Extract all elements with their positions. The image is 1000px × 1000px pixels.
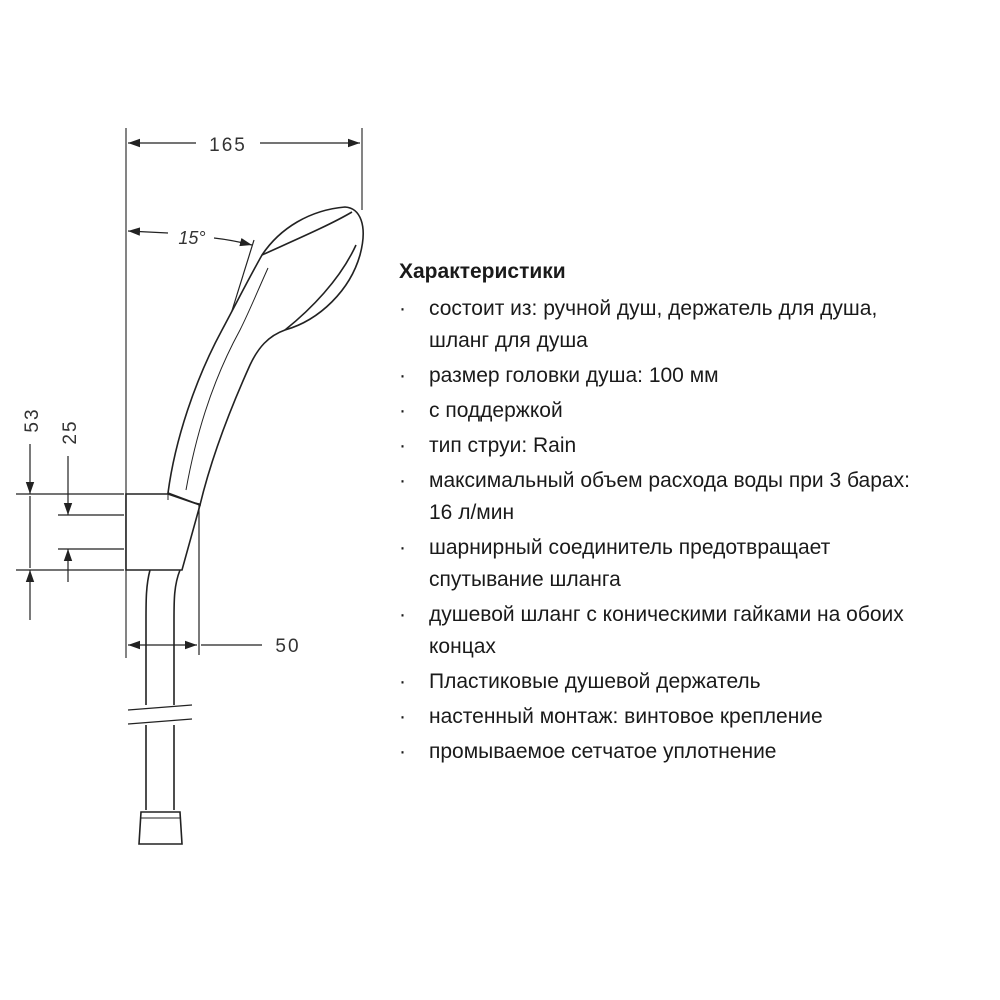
dimension-height-25-label: 25 (60, 419, 81, 445)
spec-item-text: максимальный объем расхода воды при 3 барах: (429, 469, 910, 492)
bullet-icon: · (399, 434, 406, 457)
bullet-icon: · (399, 603, 406, 626)
specifications-title: Характеристики (399, 260, 566, 283)
specifications-panel (399, 258, 994, 771)
bullet-icon: · (399, 399, 406, 422)
hand-shower (165, 207, 363, 505)
hose-break-marks (128, 705, 192, 724)
spec-item-text: шарнирный соединитель предотвращает (429, 536, 831, 559)
dimension-height-25 (58, 456, 124, 582)
dimension-height-53-label: 53 (22, 407, 43, 433)
spec-item (399, 666, 994, 698)
bullet-icon: · (399, 705, 406, 728)
bullet-icon: · (399, 536, 406, 559)
spec-item-text: с поддержкой (429, 399, 563, 422)
spec-item-text: концах (429, 635, 496, 658)
bullet-icon: · (399, 670, 406, 693)
spec-item (399, 736, 994, 768)
shower-handle (168, 207, 363, 505)
specifications-list (399, 293, 994, 768)
dimension-angle-label: 15° (178, 228, 206, 248)
bullet-icon: · (399, 740, 406, 763)
spec-item-text: шланг для душа (429, 329, 588, 352)
spec-item-text: 16 л/мин (429, 501, 515, 524)
bullet-icon: · (399, 469, 406, 492)
spec-item-text: душевой шланг с коническими гайками на обоих (429, 603, 904, 626)
spec-item-text: состоит из: ручной душ, держатель для душа, (429, 297, 878, 320)
spec-item-text: спутывание шланга (429, 568, 621, 591)
spec-item (399, 701, 994, 733)
spec-item (399, 360, 994, 392)
wall-holder (126, 494, 200, 570)
dimension-width-label: 165 (209, 135, 247, 156)
hose-nut (139, 812, 182, 844)
spec-item (399, 465, 994, 529)
spec-item (399, 395, 994, 427)
spec-item-text: Пластиковые душевой держатель (429, 670, 761, 693)
spec-item (399, 599, 994, 663)
spec-item-text: настенный монтаж: винтовое крепление (429, 705, 823, 728)
spec-item-text: размер головки душа: 100 мм (429, 364, 719, 387)
hose (146, 570, 180, 810)
wall-line (126, 128, 362, 658)
spec-item-text: тип струи: Rain (429, 434, 577, 457)
spec-item (399, 532, 994, 596)
bullet-icon: · (399, 297, 406, 320)
spec-item (399, 293, 994, 357)
spec-item-text: промываемое сетчатое уплотнение (429, 740, 777, 763)
bullet-icon: · (399, 364, 406, 387)
dimension-depth-50-label: 50 (275, 636, 301, 657)
dimension-height-53 (16, 444, 124, 620)
spec-item (399, 430, 994, 462)
